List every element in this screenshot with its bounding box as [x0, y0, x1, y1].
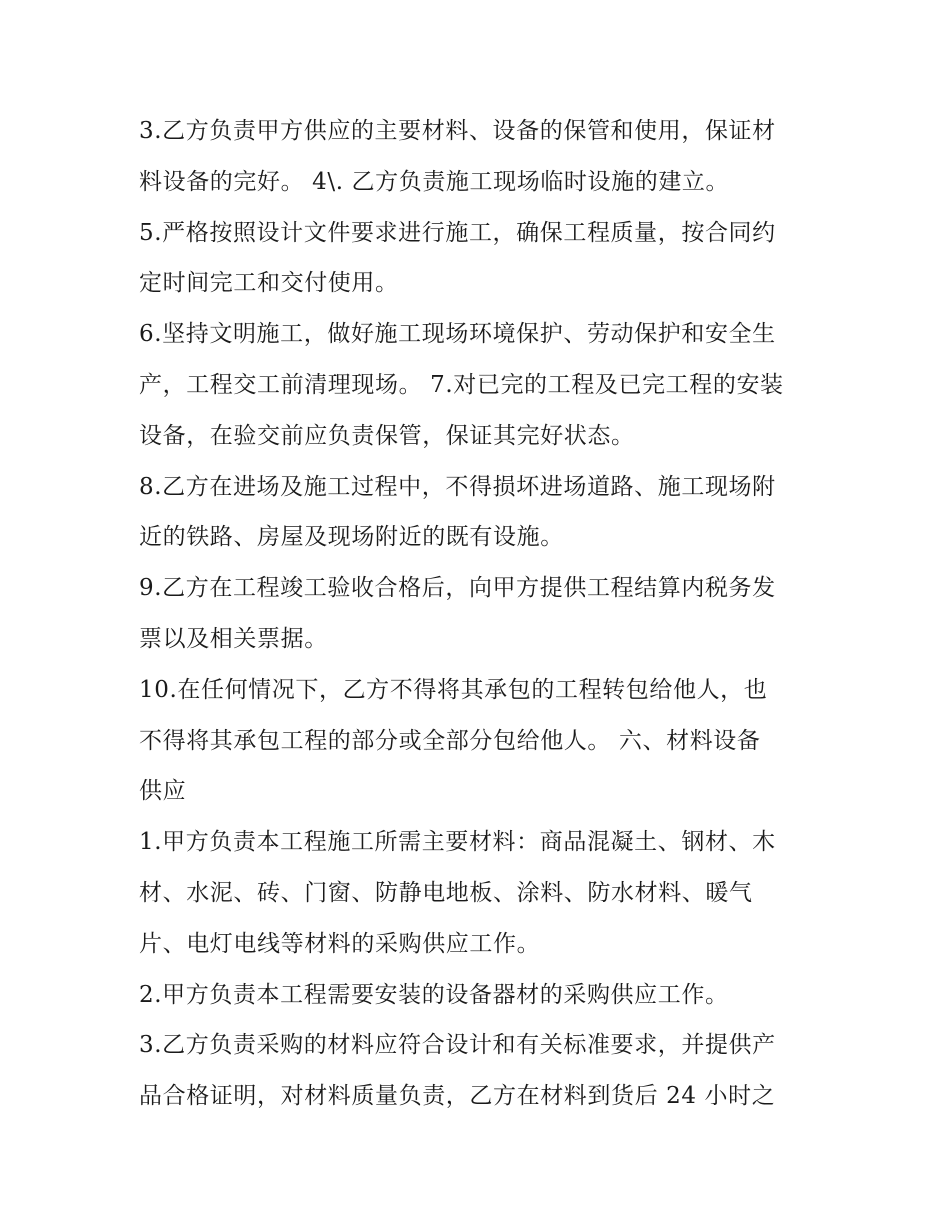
text-line: 品合格证明，对材料质量负责，乙方在材料到货后 24 小时之: [139, 1083, 776, 1110]
text-line: 产，工程交工前清理现场。 7.对已完的工程及已完工程的安装: [139, 371, 784, 398]
text-line: 片、电灯电线等材料的采购供应工作。: [139, 930, 541, 957]
text-line: 2.甲方负责本工程需要安装的设备器材的采购供应工作。: [139, 981, 729, 1008]
text-line: 9.乙方在工程竣工验收合格后，向甲方提供工程结算内税务发: [139, 575, 776, 602]
text-line: 3.乙方负责甲方供应的主要材料、设备的保管和使用，保证材: [139, 118, 776, 144]
text-line: 3.乙方负责采购的材料应符合设计和有关标准要求，并提供产: [139, 1032, 776, 1059]
text-line: 1.甲方负责本工程施工所需主要材料：商品混凝土、钢材、木: [139, 829, 776, 856]
text-line: 材、水泥、砖、门窗、防静电地板、涂料、防水材料、暖气: [139, 879, 753, 906]
text-line: 设备，在验交前应负责保管，保证其完好状态。: [139, 422, 635, 449]
text-line: 6.坚持文明施工，做好施工现场环境保护、劳动保护和安全生: [139, 321, 776, 348]
text-line: 定时间完工和交付使用。: [139, 270, 399, 297]
text-line: 5.严格按照设计文件要求进行施工，确保工程质量，按合同约: [139, 219, 776, 246]
text-line: 近的铁路、房屋及现场附近的既有设施。: [139, 524, 564, 551]
text-line: 不得将其承包工程的部分或全部分包给他人。 六、材料设备: [139, 727, 761, 754]
text-line: 10.在任何情况下，乙方不得将其承包的工程转包给他人，也: [139, 676, 768, 703]
document-body: [139, 106, 819, 1122]
text-line: 供应: [139, 778, 187, 805]
text-line: 8.乙方在进场及施工过程中，不得损坏进场道路、施工现场附: [139, 473, 776, 500]
text-line: 票以及相关票据。: [139, 625, 328, 652]
text-line: 料设备的完好。 4\. 乙方负责施工现场临时设施的建立。: [139, 168, 730, 195]
